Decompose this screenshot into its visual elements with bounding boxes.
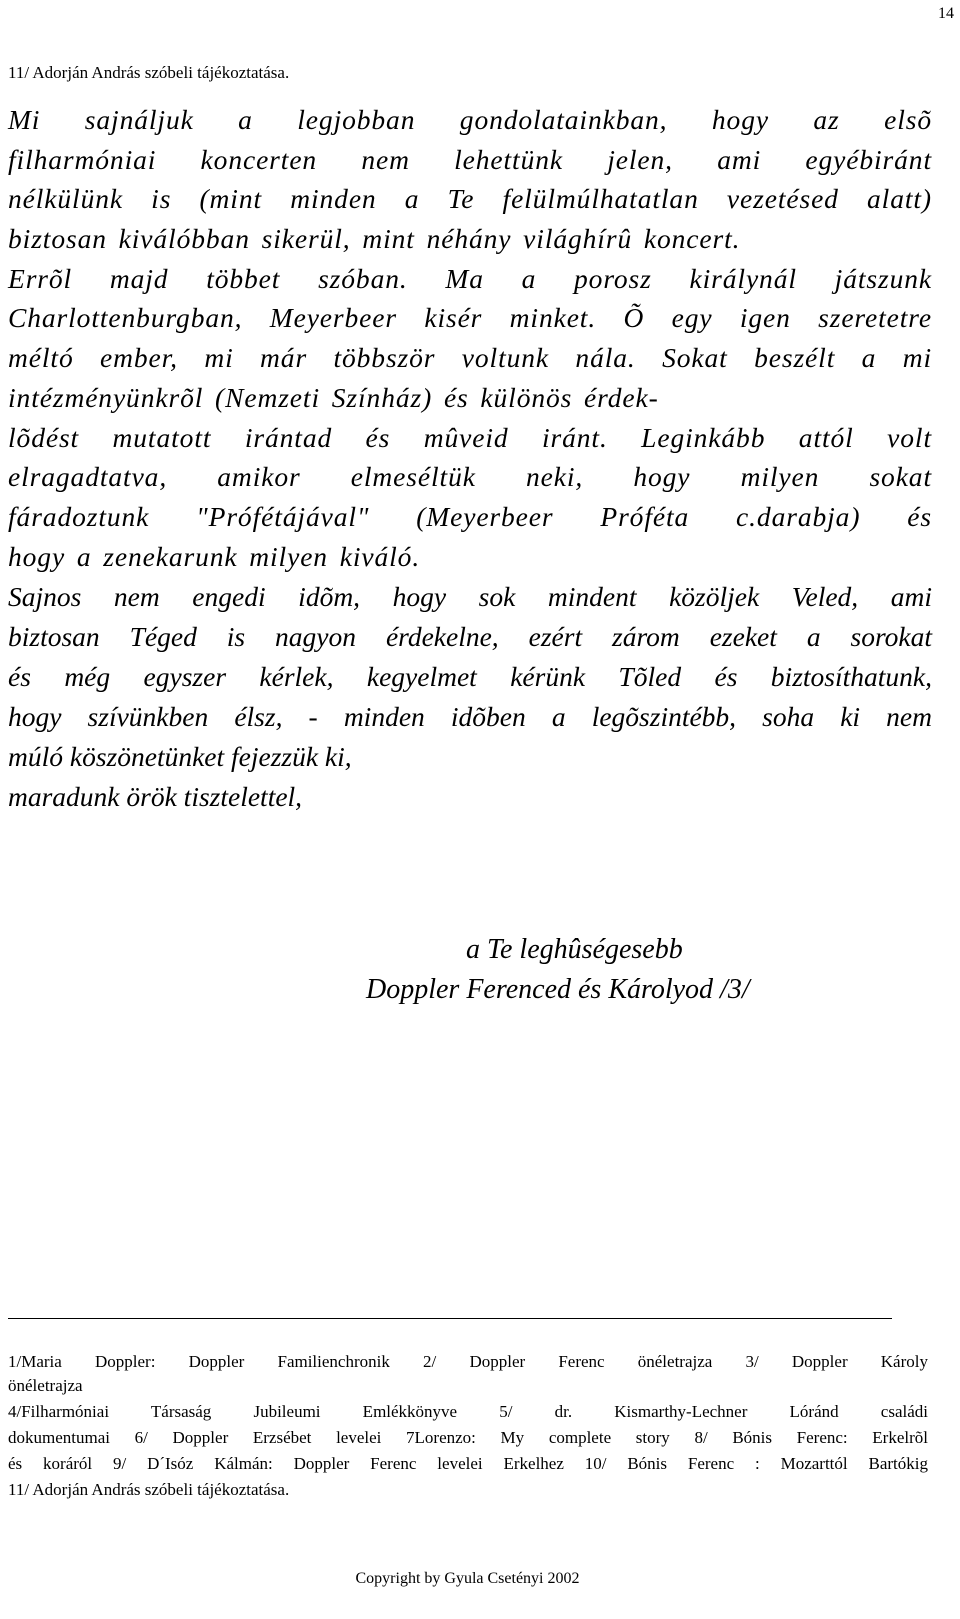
letter-line: lõdést mutatott irántad és mûveid iránt. Leginkább attól volt — [8, 421, 932, 453]
footnote-line: 1/Maria Doppler: Doppler Familienchronik 2/ Doppler Ferenc önéletrajza 3/ Doppler Károly — [8, 1352, 928, 1371]
letter-line: hogy a zenekarunk milyen kiváló. — [8, 540, 421, 572]
closing-line: és még egyszer kérlek, kegyelmet kérünk Tõled és biztosíthatunk, — [8, 661, 932, 692]
footnote-divider — [8, 1318, 892, 1319]
footnote-line: dokumentumai 6/ Doppler Erzsébet levelei 7Lorenzo: My complete story 8/ Bónis Ferenc: Erkelrõl — [8, 1428, 928, 1447]
letter-line: elragadtatva, amikor elmeséltük neki, hogy milyen sokat — [8, 461, 932, 493]
letter-line: fáradoztunk "Prófétájával" (Meyerbeer Próféta c.darabja) és — [8, 500, 932, 532]
source-note: 11/ Adorján András szóbeli tájékoztatása. — [8, 63, 290, 82]
letter-line: nélkülünk is (mint minden a Te felülmúlhatatlan vezetésed alatt) — [8, 183, 932, 215]
letter-line: filharmóniai koncerten nem lehettünk jelen, ami egyébiránt — [8, 143, 932, 175]
footnote-line: és koráról 9/ D´Isóz Kálmán: Doppler Ferenc levelei Erkelhez 10/ Bónis Ferenc : Mozarttól Bartókig — [8, 1454, 928, 1473]
footnotes — [8, 1351, 928, 1503]
letter-body — [8, 100, 932, 576]
letter-line: Charlottenburgban, Meyerbeer kisér minket. Õ egy igen szeretetre — [8, 302, 932, 334]
footnote-line: önéletrajza — [8, 1376, 83, 1395]
letter-line: Mi sajnáljuk a legjobban gondolatainkban, hogy az elsõ — [8, 104, 932, 135]
letter-line: intézményünkrõl (Nemzeti Színház) és különös érdek- — [8, 381, 659, 413]
closing-line: maradunk örök tisztelettel, — [8, 781, 303, 812]
closing-line: biztosan Téged is nagyon érdekelne, ezért zárom ezeket a sorokat — [8, 621, 932, 652]
letter-closing — [8, 577, 932, 817]
letter-line: méltó ember, mi már többször voltunk nála. Sokat beszélt a mi — [8, 342, 932, 374]
footnote-line: 4/Filharmóniai Társaság Jubileumi Emlékkönyve 5/ dr. Kismarthy-Lechner Lóránd családi — [8, 1402, 928, 1421]
closing-line: múló köszönetünket fejezzük ki, — [8, 741, 352, 772]
letter-line: biztosan kiválóbban sikerül, mint néhány világhírû koncert. — [8, 223, 741, 255]
copyright-notice: Copyright by Gyula Csetényi 2002 — [355, 1570, 580, 1587]
footnote-line: 11/ Adorján András szóbeli tájékoztatása. — [8, 1480, 290, 1499]
closing-line: hogy szívünkben élsz, - minden idõben a legõszintébb, soha ki nem — [8, 701, 932, 732]
letter-line: Errõl majd többet szóban. Ma a porosz királynál játszunk — [8, 262, 932, 294]
page-number: 14 — [938, 5, 954, 22]
signature-line: a Te leghûségesebb — [466, 934, 683, 965]
signature-name: Doppler Ferenced és Károlyod /3/ — [366, 974, 750, 1005]
signature — [366, 930, 750, 1010]
closing-line: Sajnos nem engedi idõm, hogy sok mindent közöljek Veled, ami — [8, 581, 932, 612]
